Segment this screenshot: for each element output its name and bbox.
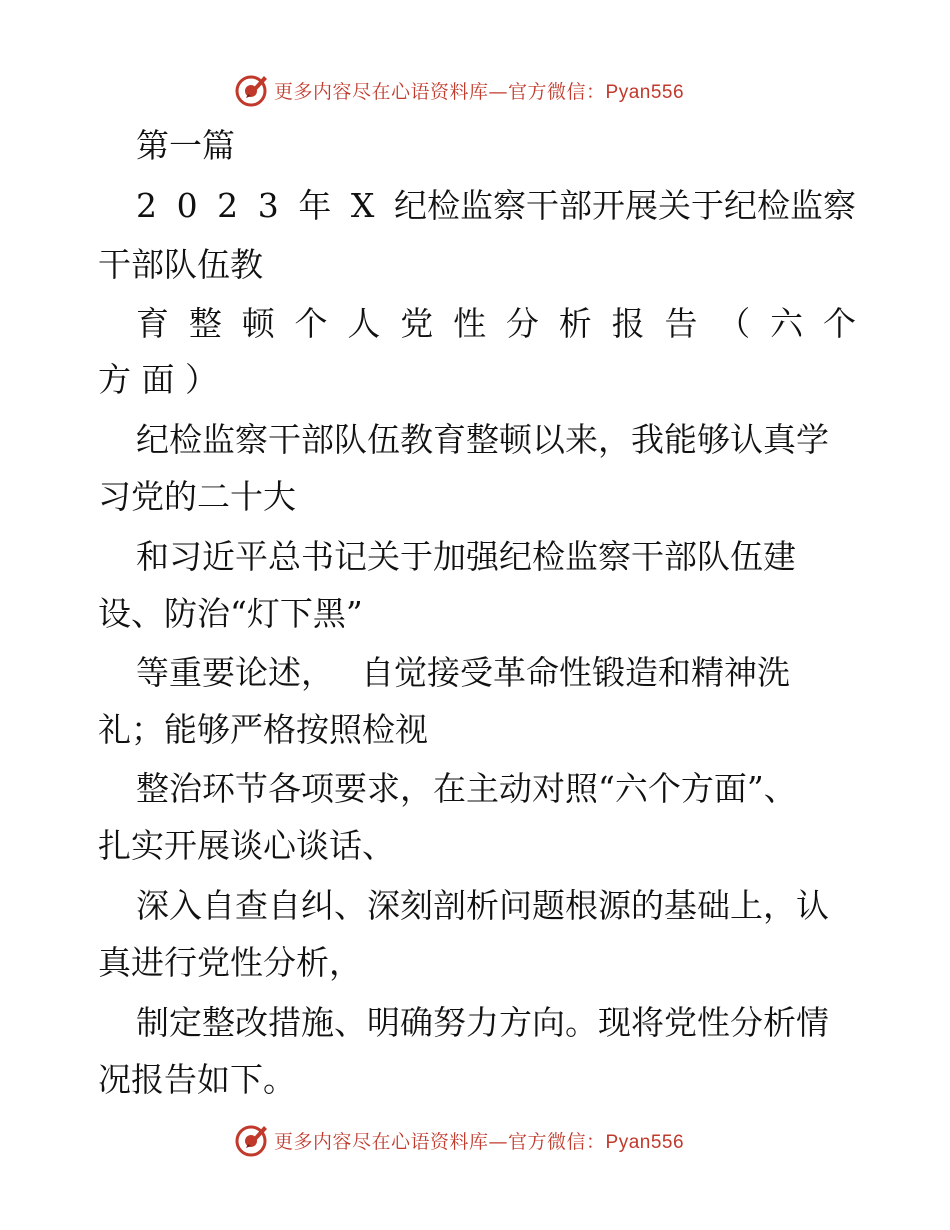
- title-char: 六: [770, 304, 804, 343]
- title-char: 告: [664, 304, 698, 343]
- paragraph-4-line-1: 整治环节各项要求，在主动对照“六个方面”、: [136, 769, 797, 808]
- footer-banner-dash: —: [488, 1130, 509, 1153]
- title-char: 党: [400, 304, 434, 343]
- section-title: 第一篇: [136, 126, 235, 165]
- title-line-3: [136, 302, 856, 346]
- title-char: 2: [217, 186, 239, 225]
- paragraph-6-line-2: 况报告如下。: [98, 1060, 296, 1099]
- title-char: 顿: [241, 304, 275, 343]
- title-char: 纪检监察干部开展关于纪检监察: [393, 186, 856, 225]
- title-char: 0: [176, 186, 198, 225]
- title-char: X: [350, 186, 375, 225]
- title-char: 分: [505, 304, 539, 343]
- footer-banner: [234, 1120, 714, 1160]
- paragraph-3-line-1: 等重要论述， 自觉接受革命性锻造和精神洗: [136, 653, 790, 692]
- paragraph-2-line-2: 设、防治“灯下黑”: [98, 594, 363, 633]
- title-char: 2: [136, 186, 157, 225]
- paragraph-6-line-1: 制定整改措施、明确努力方向。现将党性分析情: [136, 1003, 829, 1042]
- title-char: ）: [185, 360, 218, 399]
- title-line-4: [98, 358, 218, 402]
- title-char: 育: [136, 304, 169, 343]
- title-char: 个: [822, 304, 856, 343]
- header-banner-dash: —: [488, 80, 509, 103]
- title-char: （: [717, 304, 751, 343]
- title-char: 报: [611, 304, 645, 343]
- paragraph-1-line-1: 纪检监察干部队伍教育整顿以来，我能够认真学: [136, 420, 829, 459]
- brand-logo-icon: [234, 72, 270, 108]
- paragraph-1-line-2: 习党的二十大: [98, 477, 296, 516]
- title-char: 性: [453, 304, 487, 343]
- footer-banner-account: Pyan556: [605, 1131, 685, 1153]
- paragraph-4-line-2: 扎实开展谈心谈话、: [98, 826, 395, 865]
- header-banner: [234, 70, 714, 110]
- paragraph-5-line-1: 深入自查自纠、深刻剖析问题根源的基础上，认: [136, 886, 829, 925]
- paragraph-3-line-2: 礼；能够严格按照检视: [98, 710, 428, 749]
- footer-banner-wechat-label: 官方微信：: [508, 1130, 606, 1153]
- title-char: 整: [188, 304, 222, 343]
- header-banner-account: Pyan556: [605, 81, 685, 103]
- title-char: 3: [257, 186, 279, 225]
- title-char: 面: [141, 360, 175, 399]
- paragraph-2-line-1: 和习近平总书记关于加强纪检监察干部队伍建: [136, 537, 796, 576]
- header-banner-main: 更多内容尽在心语资料库: [274, 80, 489, 103]
- header-banner-text: [274, 77, 684, 104]
- title-char: 析: [558, 304, 592, 343]
- header-banner-wechat-label: 官方微信：: [508, 80, 606, 103]
- title-char: 方: [98, 360, 131, 399]
- brand-logo-icon: [234, 1122, 270, 1158]
- paragraph-5-line-2: 真进行党性分析，: [98, 943, 362, 982]
- title-char: 人: [347, 304, 381, 343]
- title-char: 年: [298, 186, 332, 225]
- footer-banner-text: [274, 1127, 684, 1154]
- footer-banner-main: 更多内容尽在心语资料库: [274, 1130, 489, 1153]
- title-line-1: [136, 184, 856, 228]
- title-char: 个: [294, 304, 328, 343]
- title-line-2: 干部队伍教: [98, 245, 263, 284]
